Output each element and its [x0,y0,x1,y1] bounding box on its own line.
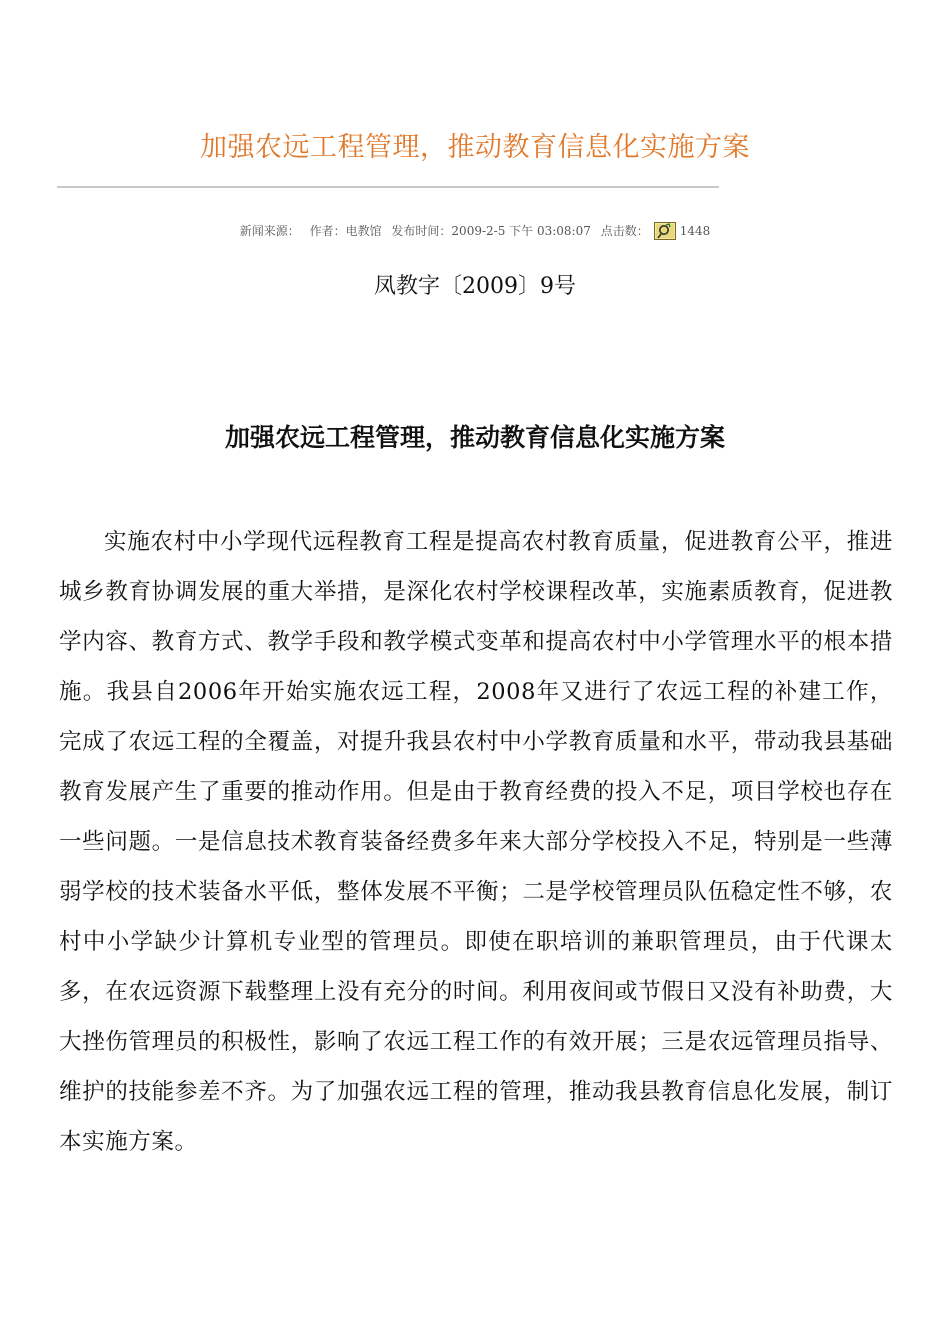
article-header-title: 加强农远工程管理，推动教育信息化实施方案 [200,132,750,163]
meta-clicks-label: 点击数： [600,224,649,238]
view-count-icon [654,222,676,240]
meta-publish-time: 发布时间：2009-2-5 下午 03:08:07 [391,224,591,238]
title-divider [57,186,719,188]
article-meta [0,222,950,240]
meta-source: 新闻来源： [239,224,300,238]
meta-clicks-value: 1448 [679,224,711,238]
body-paragraph: 实施农村中小学现代远程教育工程是提高农村教育质量，促进教育公平，推进城乡教育协调发展的重大举措，是深化农村学校课程改革，实施素质教育，促进教学内容、教育方式、教学手段和教学模式变革和提高农村中小学管理水平的根本措施。我县自2006年开始实施农远工程，2008年又进行了农远工程的补建工作，完成了农远工程的全覆盖，对提升我县农村中小学教育质量和水平，带动我县基础教育发展产生了重要的推动作用。但是由于教育经费的投入不足，项目学校也存在一些问题。一是信息技术教育装备经费多年来大部分学校投入不足，特别是一些薄弱学校的技术装备水平低，整体发展不平衡；二是学校管理员队伍稳定性不够，农村中小学缺少计算机专业型的管理员。即使在职培训的兼职管理员，由于代课太多，在农远资源下载整理上没有充分的时间。利用夜间或节假日又没有补助费，大大挫伤管理员的积极性，影响了农远工程工作的有效开展；三是农远管理员指导、维护的技能参差不齐。为了加强农远工程的管理，推动我县教育信息化发展，制订本实施方案。 [59,529,893,1155]
meta-author: 作者：电教馆 [309,224,382,238]
document-number: 凤教字〔2009〕9号 [374,274,576,299]
document-title: 加强农远工程管理，推动教育信息化实施方案 [224,423,725,452]
